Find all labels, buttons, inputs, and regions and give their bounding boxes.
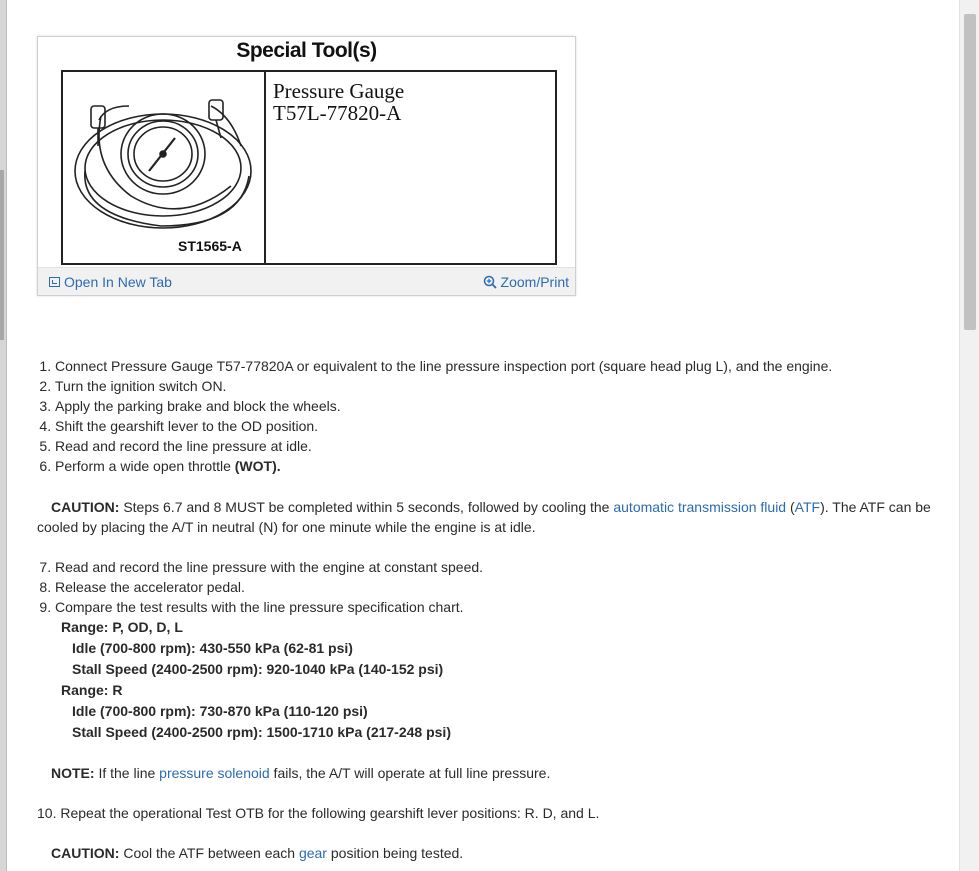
step6-bold: (WOT). (234, 458, 281, 474)
spec-stall: Stall Speed (2400-2500 rpm): 1500-1710 kPa (217-248 psi) (72, 724, 451, 740)
caution-cool-atf (51, 843, 947, 863)
caution-atf (37, 497, 947, 537)
note-solenoid (51, 763, 947, 783)
table-divider (264, 72, 266, 263)
vertical-scrollbar[interactable] (959, 0, 979, 871)
open-in-new-tab-link[interactable] (49, 274, 172, 290)
caution2-text-after: position being tested. (326, 845, 464, 861)
left-scroll-thumb[interactable] (0, 170, 4, 340)
magnifier-plus-icon (483, 275, 497, 289)
tool-table (61, 70, 557, 265)
step-item: 7. Read and record the line pressure with the engine at constant speed. (55, 557, 947, 577)
step-item: 1. Connect Pressure Gauge T57-77820A or equivalent to the line pressure inspection port (square head plug L), and the engine. (55, 356, 947, 376)
step-item: 4. Shift the gearshift lever to the OD position. (55, 416, 947, 436)
atf-abbr-link[interactable]: ATF (794, 499, 821, 515)
tool-card-footer (38, 267, 575, 295)
step-item: 3. Apply the parking brake and block the wheels. (55, 396, 947, 416)
caution-paren: ( (786, 499, 795, 515)
step-item: 5. Read and record the line pressure at idle. (55, 436, 947, 456)
step-item: 9. Compare the test results with the line pressure specification chart. (55, 597, 947, 617)
tool-description (273, 80, 404, 124)
tool-name: Pressure Gauge (273, 79, 405, 103)
caution-text-before: Steps 6.7 and 8 MUST be completed within 5 seconds, followed by cooling the (119, 499, 614, 515)
new-tab-icon (49, 277, 60, 287)
spec-range-heading: Range: P, OD, D, L (61, 619, 183, 635)
line-pressure-spec (37, 617, 947, 743)
procedure-content (37, 356, 947, 863)
step-10: 10. Repeat the operational Test OTB for the following gearshift lever positions: R. D, and L. (37, 805, 600, 821)
atf-link[interactable]: automatic transmission fluid (613, 499, 787, 515)
spec-stall: Stall Speed (2400-2500 rpm): 920-1040 kPa (140-152 psi) (72, 661, 444, 677)
open-in-new-tab-label: Open In New Tab (64, 274, 172, 290)
pressure-solenoid-link[interactable]: pressure solenoid (159, 765, 270, 781)
steps-list-1 (37, 356, 947, 476)
special-tool-title: Special Tool(s) (236, 39, 377, 62)
zoom-print-link[interactable] (483, 274, 569, 290)
pressure-gauge-illustration (71, 76, 257, 236)
note-text-after: fails, the A/T will operate at full line pressure. (269, 765, 551, 781)
caution-label: CAUTION: (51, 845, 120, 861)
scrollbar-thumb[interactable] (964, 14, 976, 330)
spec-idle: Idle (700-800 rpm): 730-870 kPa (110-120 psi) (72, 703, 368, 719)
step-item-wot (55, 456, 947, 476)
steps-list-2 (37, 557, 947, 617)
caution2-text-before: Cool the ATF between each (119, 845, 299, 861)
drawing-code: ST1565-A (178, 238, 242, 254)
special-tool-card (37, 36, 576, 296)
caution-label: CAUTION: (51, 499, 120, 515)
left-window-edge (0, 0, 7, 871)
step-item: 8. Release the accelerator pedal. (55, 577, 947, 597)
step6-text: Perform a wide open throttle (55, 458, 235, 474)
caution-text-after: ). The ATF can be cooled by placing the A/T in neutral (N) for one minute while the engine is at idle. (37, 499, 931, 535)
gear-link[interactable]: gear (298, 845, 327, 861)
note-text-before: If the line (94, 765, 160, 781)
tool-part-number: T57L-77820-A (273, 101, 402, 125)
note-label: NOTE: (51, 765, 95, 781)
step-item: 2. Turn the ignition switch ON. (55, 376, 947, 396)
spec-range-heading: Range: R (61, 682, 123, 698)
zoom-print-label: Zoom/Print (500, 274, 569, 290)
spec-idle: Idle (700-800 rpm): 430-550 kPa (62-81 psi) (72, 640, 353, 656)
